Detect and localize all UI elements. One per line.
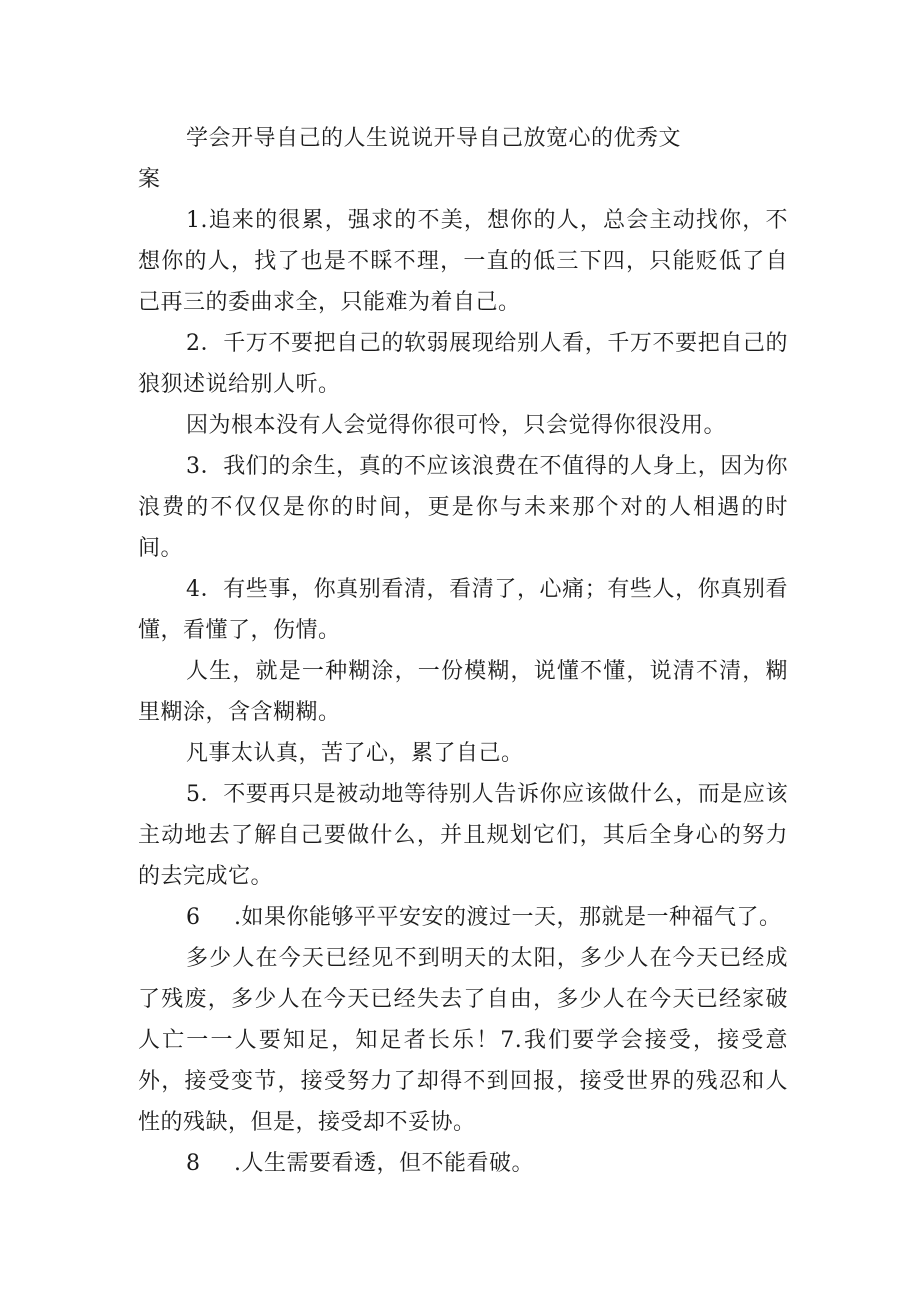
paragraph-text: 凡事太认真，苦了心，累了自己。 — [186, 741, 524, 766]
paragraph-text: 2．千万不要把自己的软弱展现给别人看，千万不要把自己的狼狈述说给别人听。 — [138, 331, 788, 397]
paragraph-number: 6 — [186, 905, 201, 930]
paragraph-text: 因为根本没有人会觉得你很可怜，只会觉得你很没用。 — [186, 413, 727, 438]
paragraph-text: .如果你能够平平安安的渡过一天，那就是一种福气了。 — [234, 905, 782, 930]
paragraph-11 — [138, 1143, 788, 1184]
paragraph-1 — [138, 200, 788, 323]
document-body — [138, 118, 788, 1184]
paragraph-2 — [138, 323, 788, 405]
paragraph-7 — [138, 733, 788, 774]
paragraph-6 — [138, 651, 788, 733]
paragraph-text: .人生需要看透，但不能看破。 — [234, 1151, 534, 1176]
paragraph-4 — [138, 446, 788, 569]
paragraph-8 — [138, 774, 788, 897]
paragraph-text: 人生，就是一种糊涂，一份模糊，说懂不懂，说清不清，糊里糊涂，含含糊糊。 — [138, 659, 788, 725]
paragraph-9 — [138, 897, 788, 938]
document-title: 学会开导自己的人生说说开导自己放宽心的优秀文案 — [138, 126, 682, 192]
paragraph-text: 多少人在今天已经见不到明天的太阳，多少人在今天已经成了残废，多少人在今天已经失去了自由，多少人在今天已经家破人亡一一人要知足，知足者长乐！7.我们要学会接受，接受意外，接受变节，接受努力了却得不到回报，接受世界的残忍和人性的残缺，但是，接受却不妥协。 — [138, 946, 788, 1135]
paragraph-text: 1.追来的很累，强求的不美，想你的人，总会主动找你，不想你的人，找了也是不睬不理，一直的低三下四，只能贬低了自己再三的委曲求全，只能难为着自己。 — [138, 208, 788, 315]
paragraph-5 — [138, 569, 788, 651]
paragraph-number: 8 — [186, 1151, 201, 1176]
paragraph-text: 3．我们的余生，真的不应该浪费在不值得的人身上，因为你浪费的不仅仅是你的时间，更是你与未来那个对的人相遇的时间。 — [138, 454, 788, 561]
paragraph-text: 4．有些事，你真别看清，看清了，心痛；有些人，你真别看懂，看懂了，伤情。 — [138, 577, 788, 643]
paragraph-text: 5．不要再只是被动地等待别人告诉你应该做什么，而是应该主动地去了解自己要做什么，并且规划它们，其后全身心的努力的去完成它。 — [138, 782, 788, 889]
paragraph-10 — [138, 938, 788, 1143]
paragraph-3 — [138, 405, 788, 446]
